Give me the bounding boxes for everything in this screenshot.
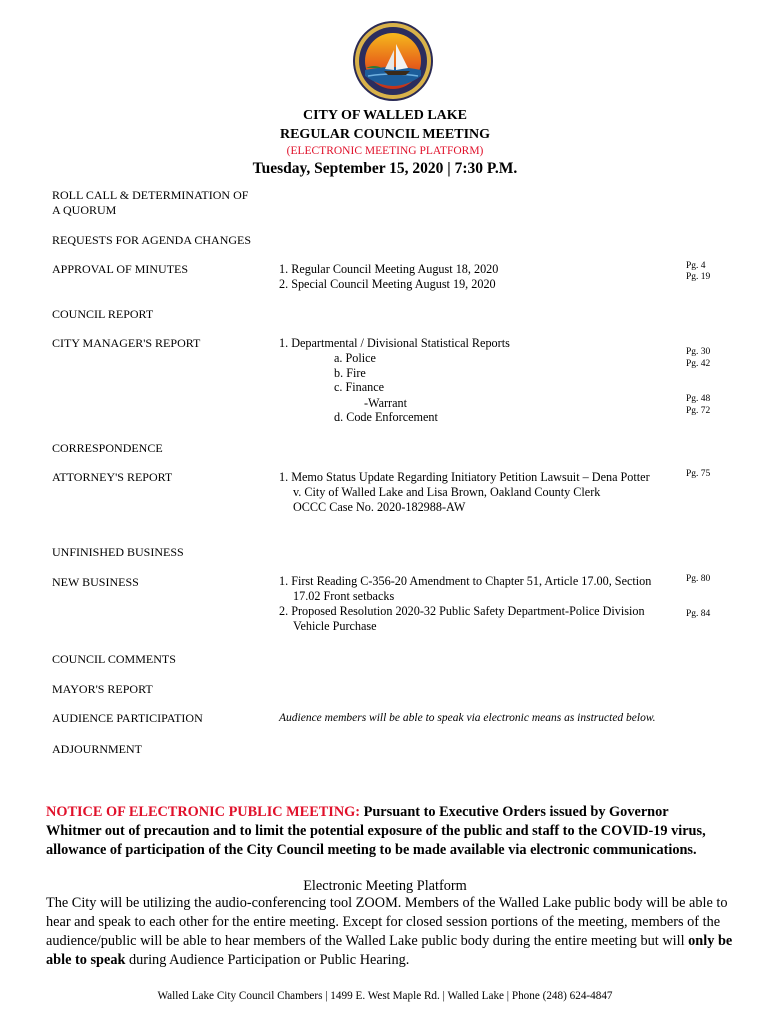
- platform-body-emphasis: only be able to speak: [46, 933, 733, 968]
- city-seal-logo: [352, 20, 434, 102]
- approval-item: 2. Special Council Meeting August 19, 2020: [279, 277, 496, 291]
- agenda-council-report: COUNCIL REPORT: [52, 307, 154, 321]
- document-title-city: CITY OF WALLED LAKE: [302, 108, 467, 123]
- new-business-item: 17.02 Front setbacks: [293, 589, 395, 603]
- page-footer: Walled Lake City Council Chambers | 1499 E. West Maple Rd. | Walled Lake | Phone (248) 624-4847: [157, 990, 613, 1002]
- page-ref: Pg. 72: [686, 406, 711, 416]
- agenda-audience-label: AUDIENCE PARTICIPATION: [52, 711, 203, 725]
- audience-note: Audience members will be able to speak via electronic means as instructed below.: [279, 712, 656, 724]
- attorney-item: OCCC Case No. 2020-182988-AW: [293, 500, 466, 514]
- city-manager-sub-item: a. Police: [334, 351, 376, 365]
- city-manager-item: 1. Departmental / Divisional Statistical Reports: [279, 336, 510, 350]
- new-business-item: 2. Proposed Resolution 2020-32 Public Safety Department-Police Division: [279, 604, 645, 618]
- city-manager-sub-item: -Warrant: [364, 396, 408, 410]
- attorney-item: v. City of Walled Lake and Lisa Brown, Oakland County Clerk: [293, 485, 601, 499]
- agenda-council-comments: COUNCIL COMMENTS: [52, 652, 176, 666]
- page-ref: Pg. 4: [686, 261, 706, 271]
- page-ref: Pg. 30: [686, 347, 711, 357]
- platform-heading: Electronic Meeting Platform: [303, 878, 467, 894]
- page-ref: Pg. 75: [686, 469, 711, 479]
- city-manager-sub-item: b. Fire: [334, 366, 366, 380]
- document-subtitle: (ELECTRONIC MEETING PLATFORM): [286, 145, 484, 157]
- notice-heading: NOTICE OF ELECTRONIC PUBLIC MEETING:: [46, 804, 361, 820]
- agenda-city-manager-label: CITY MANAGER'S REPORT: [52, 336, 201, 350]
- notice-paragraph: [46, 803, 726, 860]
- platform-body-text-end: during Audience Participation or Public Hearing.: [125, 952, 410, 968]
- attorney-item: 1. Memo Status Update Regarding Initiatory Petition Lawsuit – Dena Potter: [279, 470, 650, 484]
- platform-body-text: The City will be utilizing the audio-conferencing tool ZOOM. Members of the Walled Lake public body will be able to hear and speak to each other for the entire meeting. Except for closed session portions of the meeting, members of the audience/public will be able to hear members of the Walled Lake public body during the entire meeting but will: [46, 895, 728, 949]
- new-business-item: 1. First Reading C-356-20 Amendment to Chapter 51, Article 17.00, Section: [279, 574, 652, 588]
- meeting-date: Tuesday, September 15, 2020 | 7:30 P.M.: [252, 160, 518, 177]
- city-manager-sub-item: c. Finance: [334, 380, 385, 394]
- page-ref: Pg. 48: [686, 394, 711, 404]
- agenda-mayor-report: MAYOR'S REPORT: [52, 682, 153, 696]
- page-ref: Pg. 84: [686, 609, 711, 619]
- agenda-unfinished-business: UNFINISHED BUSINESS: [52, 545, 184, 559]
- page-ref: Pg. 19: [686, 272, 711, 282]
- approval-item: 1. Regular Council Meeting August 18, 2020: [279, 262, 499, 276]
- agenda-roll-call-line2: A QUORUM: [52, 203, 117, 217]
- new-business-item: Vehicle Purchase: [293, 619, 377, 633]
- agenda-new-business-label: NEW BUSINESS: [52, 575, 139, 589]
- page-ref: Pg. 80: [686, 574, 711, 584]
- agenda-roll-call-line1: ROLL CALL & DETERMINATION OF: [52, 188, 249, 202]
- notice-text: Pursuant to Executive Orders issued by Governor Whitmer out of precaution and to limit the potential exposure of the public and staff to the COVID-19 virus, allowance of participation of the City Council meeting to be made available via electronic communications.: [46, 804, 706, 858]
- document-title-meeting: REGULAR COUNCIL MEETING: [279, 127, 491, 142]
- agenda-approval-label: APPROVAL OF MINUTES: [52, 262, 189, 276]
- city-manager-sub-item: d. Code Enforcement: [334, 410, 438, 424]
- agenda-correspondence: CORRESPONDENCE: [52, 441, 163, 455]
- page-ref: Pg. 42: [686, 359, 711, 369]
- platform-body: [46, 894, 736, 970]
- agenda-attorney-label: ATTORNEY'S REPORT: [52, 470, 173, 484]
- agenda-requests: REQUESTS FOR AGENDA CHANGES: [52, 233, 252, 247]
- agenda-adjournment: ADJOURNMENT: [52, 742, 142, 756]
